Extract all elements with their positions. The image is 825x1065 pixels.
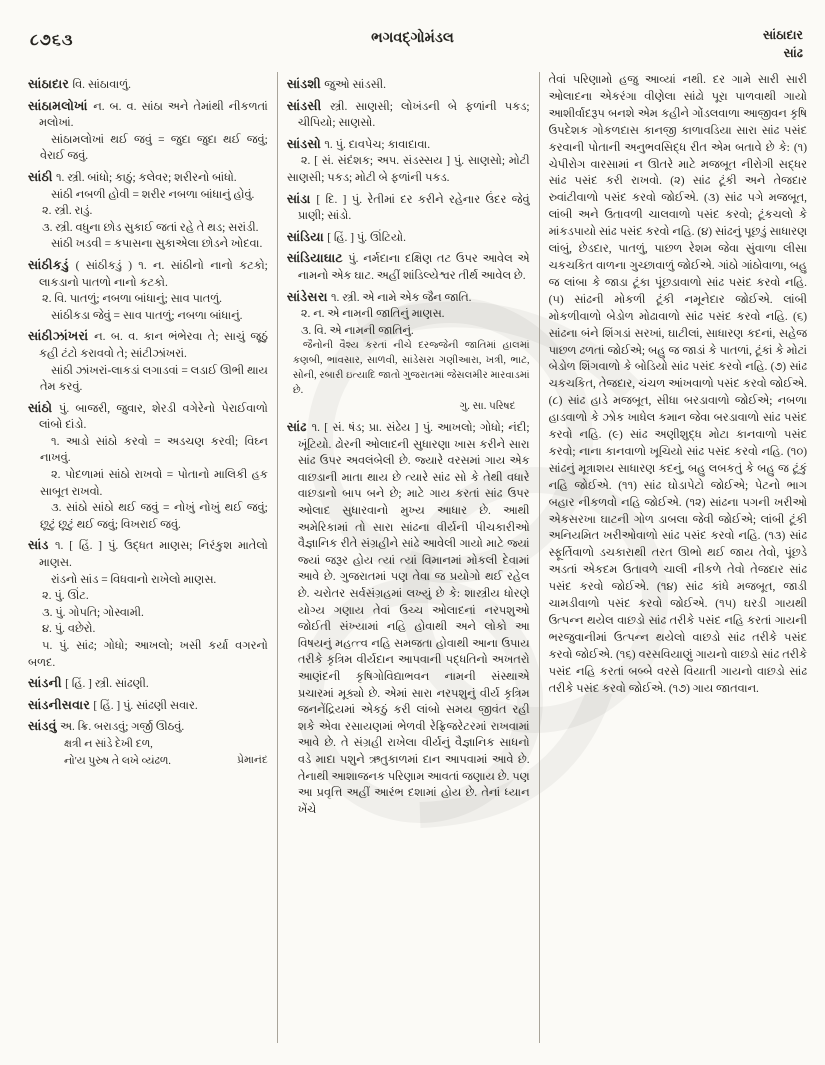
- running-head: [763, 26, 803, 62]
- dict-entry: સાંડશી જુઓ સાંડસી.: [286, 77, 386, 91]
- dict-paragraph: ૨. વિ. પાતળું; નબળા બાંધાનું; સાવ પાતળું.: [42, 293, 223, 306]
- dict-paragraph: ૩. સાંઠો સાંઠો થઈ જવું = નોખું નોખું થઈ જવું; છૂટું છૂટું થઈ જવું; વિખરાઈ જવું.: [40, 502, 268, 531]
- dict-entry: સાંઠો પું. બાજરી, જુવાર, શેરડી વગેરેનો પેરાઈવાળો લાંબો દાંડો.: [28, 400, 268, 432]
- running-head-last-word: સાંઢ: [783, 46, 803, 61]
- page-header: [0, 26, 825, 72]
- dict-entry: સાંડવું અ. ક્રિ. બરાડવું; ગર્જી ઊઠવું.: [28, 719, 185, 734]
- dict-paragraph: ૧. આડો સાંઠો કરવો = અડચણ કરવી; વિઘ્ન નાખવું.: [40, 435, 268, 465]
- column-divider-right: [539, 72, 540, 1043]
- headword: સાંઠાદાર: [28, 77, 73, 91]
- dict-paragraph: ૨. ન. એ નામની જાતિનું માણસ.: [300, 308, 445, 321]
- dict-paragraph: સાંઠીકડા જેવું = સાવ પાતળું; નબળા બાંધાનું.: [51, 309, 243, 322]
- column-3: [549, 72, 807, 1043]
- dict-paragraph: રાંડનો સાંડ = વિધવાનો રાખેલો માણસ.: [51, 573, 217, 586]
- headword: સાંડ: [28, 538, 55, 553]
- dict-paragraph: સાંઠામલોખાં થઈ જવું = જુદા જુદા થઈ જવું; વેરાઈ જવું.: [40, 133, 268, 163]
- headword: સાંડનીસવાર: [28, 697, 94, 712]
- dict-entry: સાંડસો ૧. પું. દાવપેચ; કાવાદાવા.: [286, 136, 431, 151]
- dict-paragraph: ૨. પોદળામાં સાંઠો રાખવો = પોતાનો માલિકી હક સાબૂત રાખવો.: [40, 469, 268, 498]
- dict-entry: સાંઢ ૧. [ સં. ષંડ; પ્રા. સંઢેય ] પું. આખલો; ગોધો; નંદી; ખૂંટિયો. ઢોરની ઓલાદની સુધારણા ખાસ કરીને સારા સાંઢ ઉપર અવલંબેલી છે. જ્યારે વરસમાં ગાય એક વાછડાની માતા થાય છે ત્યારે સાંઢ સો કે તેથી વધારે વાછડાનો બાપ બને છે; માટે ગાય કરતાં સાંઢ ઉપર ઓલાદ સુધારવાનો મુખ્ય આધાર છે. આથી અમેરિકામાં તો સારા સાંઢના વીર્યની પીચકારીઓ વૈજ્ઞાનિક રીતે સંગ્રહીને સાંઢે આવેલી ગાયો માટે જ્યાં જ્યાં જરૂર હોય ત્યાં ત્યાં વિમાનમાં મોકલી દેવામાં આવે છે. ગુજરાતમાં પણ તેવા જ પ્રયોગો થઈ રહેલ છે. ચરોતર સર્વસંગ્રહમાં લખ્યું છે કે: શાસ્ત્રીય ધોરણે યોગ્ય ગણાય તેવાં ઉચ્ચ ઓલાદનાં નરપશુઓ જોઈતી સંખ્યામાં નહિ હોવાથી અને લોકો આ વિષયનું મહત્ત્વ નહિ સમજતા હોવાથી આના ઉપાય તરીકે કૃત્રિમ વીર્યદાન આપવાની પદ્ધતિનો અખતરો આણંદની કૃષિગોવિદ્યાભવન નામની સંસ્થાએ પ્રચારમાં મૂક્યો છે. એમાં સારા નરપશુનું વીર્ય કૃત્રિમ જનનેંદ્રિયમાં એકઠું કરી લાંબો સમય જીવંત રહી શકે એવા રસાયણમાં ભેળવી રેફ્રિજરેટરમાં રાખવામાં આવે છે. તે સંગ્રહી રાખેલા વીર્યનું વૈજ્ઞાનિક સાધનો વડે માદા પશુને ઋતુકાળમાં દાન આપવામાં આવે છે. તેનાથી આશાજનક પરિણામ આવતાં જણાય છે. પણ આ પ્રવૃત્તિ અહીં આરંભ દશામાં હોય છે. તેનાં ધ્યાન ખેંચે: [286, 420, 530, 816]
- dict-entry: સાંડની [ હિં. ] સ્ત્રી. સાંઢણી.: [28, 676, 149, 691]
- dict-paragraph: સાંઠી ખડવી = કપાસના સુકાએલા છોડને ખોદવા.: [51, 238, 263, 251]
- dict-paragraph: જૈનોની વૈશ્ય કરતાં નીચે દરજ્જેની જાતિમાં હાલમાં કણબી, ભાવસાર, સાળવી, સાંડેસરા ગણીઆરા, ખત્રી, ભાટ, સોની, રબારી ઇત્યાદિ જાતો ગુજરાતમાં જેસલમીર મારવાડમાં છે.: [292, 340, 530, 396]
- headword: સાંડવું: [28, 719, 60, 734]
- dict-paragraph: ૪. પું. વછેરો.: [42, 623, 96, 636]
- headword: સાંડસો: [286, 136, 325, 151]
- headword: સાંઠામલોખાં: [28, 98, 94, 113]
- headword: સાંડસી: [286, 98, 330, 113]
- dict-paragraph: ૨. સ્ત્રી. રાડું.: [42, 205, 93, 218]
- headword: સાંઢ: [286, 420, 312, 435]
- text-columns: [28, 72, 807, 1043]
- dict-entry: સાંડસી સ્ત્રી. સાણસી; લોખંડની બે ફળાંની પકડ; ચીપિયો; સાણસો.: [286, 98, 530, 130]
- headword: સાંઠીકડું: [28, 257, 76, 272]
- dict-entry: સાંડિયા [ હિં. ] પું. ઊંટિયો.: [286, 229, 406, 244]
- dict-paragraph: ૨. [ સં. સંદંશક; અપ. સંડસ્સય ] પું. સાણસો; મોટી સાણસી; પકડ; મોટી બે ફળાંની પકડ.: [286, 155, 530, 184]
- dict-paragraph: ૩. વિ. એ નામની જાતિનું.: [300, 324, 414, 337]
- dict-entry: સાંઠીકડું ( સાંઠીકડું ) ૧. ન. સાંઠીનો નાનો કટકો; લાકડાનો પાતળો નાનો કટકો.: [28, 257, 268, 289]
- dict-paragraph: નો'ય પુરુષ તે લખે વ્યંઢળ. પ્રેમાનંદ: [28, 753, 268, 770]
- headword: સાંડા: [286, 191, 317, 206]
- dict-entry: સાંઠાદાર વિ. સાંઠાવાળું.: [28, 77, 131, 91]
- headword: સાંઠી: [28, 169, 56, 184]
- dict-entry: સાંઠામલોખાં ન. બ. વ. સાંઠા અને તેમાંથી નીકળતાં મલોખાં.: [28, 98, 268, 130]
- headword: સાંડશી: [286, 77, 325, 91]
- headword: સાંડિયા: [286, 229, 328, 244]
- dict-paragraph: સાંઠી નબળી હોવી = શરીર નબળા બાંધાનું હોવું.: [51, 188, 255, 201]
- dict-entry: સાંડેસરા ૧. સ્ત્રી. એ નામે એક જૈન જાતિ.: [286, 289, 472, 304]
- running-head-first-word: સાંઠાદાર: [762, 28, 803, 42]
- headword: સાંઠો: [28, 400, 59, 415]
- dict-entry: સાંડા [ દિ. ] પું. રેતીમાં દર કરીને રહેનાર ઉંદર જેવું પ્રાણી; સાંડો.: [286, 191, 530, 223]
- headword: સાંડેસરા: [286, 289, 331, 304]
- dict-paragraph: ૨. પું. ઊંટ.: [42, 590, 89, 603]
- column-divider-left: [277, 72, 278, 1043]
- dict-entry: સાંઠીઝાંખરાં ન. બ. વ. કાન ભંભેરવા તે; સાચું જૂઠું કહી ટંટો કરાવવો તે; સાંટીઝાંખરાં.: [28, 329, 268, 360]
- column-1: [28, 72, 268, 1043]
- headword: સાંઠીઝાંખરાં: [28, 329, 95, 344]
- dict-paragraph: ૩. સ્ત્રી. વધુના છોડ સુકાઈ જતાં રહે તે થડ; સરાંડી.: [42, 221, 259, 234]
- dict-paragraph: ૩. પું. ગોપતિ; ગોસ્વામી.: [42, 606, 144, 619]
- headword: સાંડની: [28, 676, 66, 691]
- dict-paragraph: ગુ. સા. પરિષદ: [459, 400, 516, 412]
- dict-entry: સાંડનીસવાર [ હિં. ] પું. સાંઢણી સવાર.: [28, 697, 198, 712]
- dict-entry: સાંડ ૧. [ હિં. ] પું. ઉદ્ધત માણસ; નિરંકુશ માતેલો માણસ.: [28, 538, 268, 570]
- verse-attribution: પ્રેમાનંદ: [237, 754, 268, 766]
- dict-paragraph: તેવાં પરિણામો હજુ આવ્યાં નથી. દર ગામે સારી સારી ઓલાદના એકરંગા વીણેલા સાંઢો પૂરા પાળવાથી ગાયો આશીર્વાદરૂપ બનશે એમ કહીને ગોંડલવાળા આજીવન કૃષિ ઉપદેશક ગોકળદાસ કાનજી કાળાવડિયા સારા સાંઢ પસંદ કરવાની પોતાની અનુભવસિદ્ધ રીત એમ બતાવે છે કે: (૧) ચેપીરોગ વારસામાં ન ઊતરે માટે મજબૂત નીરોગી સદ્ધર સાંઢ પસંદ કરી રાખવો. (૨) સાંઢ ટૂંકી અને તેજદાર રુવાંટીવાળો પસંદ કરવો જોઈએ. (૩) સાંઢ પગે મજબૂત, લાંબી અને ઉતાવળી ચાલવાળો પસંદ કરવો; ટૂંકચલો કે માંકડપાયો સાંઢ પસંદ કરવો નહિ. (૪) સાંઢનું પૂછડું સાધારણ લાંબું, છેડદાર, પાતળું, પાછળ રેશમ જેવા સુંવાળા લીસા ચકચકિત વાળના ગુચ્છાવાળું જોઈએ. ગાંઠો ગાંઠોવાળા, બહુ જ લાંબા કે જાડા ટૂંકા પૂંછડાવાળો સાંઢ પસંદ કરવો નહિ. (૫) સાંઢની મોકળી ટૂંકી નમૂનેદાર જોઈએ. લાંબી મોકળીવાળો બેડોળ મોઢાવાળો સાંઢ પસંદ કરવો નહિ. (૬) સાંઢના બંને શિંગડાં સરખાં, ઘાટીલાં, સાધારણ કદનાં, સહેજ પાછળ ઢળતાં જોઈએ; બહુ જ જાડાં કે પાતળાં, ટૂંકાં કે મોટાં બેડોળ શિંગવાળો કે બોડિયો સાંઢ પસંદ કરવો નહિ. (૭) સાંઢ ચકચકિત, તેજદાર, ચંચળ આંખવાળો પસંદ કરવો જોઈએ. (૮) સાંઢ હાડે મજબૂત, સીધા બરડાવાળો જોઈએ; નબળા હાડવાળો કે ઝોક ખાધેલ કમાન જેવા બરડાવાળો સાંઢ પસંદ કરવો નહિ. (૯) સાંઢ અણીશુદ્ધ મોટા કાનવાળો પસંદ કરવો; નાના કાનવાળો ખૂચિયો સાંઢ પસંદ કરવો નહિ. (૧૦) સાંઢનું મૂત્રાશય સાધારણ કદનું, બહુ લબકતું કે બહુ જ ટૂંકું નહિ જોઈએ. (૧૧) સાંઢ ઘોડાપેટો જોઈએ; પેટનો ભાગ બહાર નીકળવો નહિ જોઈએ. (૧૨) સાંઢના પગની ખરીઓ એકસરખા ઘાટની ગોળ ડાબલા જેવી જોઈએ; લાંબી ટૂંકી અનિયમિત ખરીઓવાળો સાંઢ પસંદ કરવો નહિ. (૧૩) સાંઢ સ્ફૂર્તિવાળો ડચકારાથી તરત ઊભો થઈ જાય તેવો, પૂંછડે અડતાં એકદમ ઉતાવળે ચાલી નીકળે તેવો તેજદાર સાંઢ પસંદ કરવો જોઈએ. (૧૪) સાંઢ કાંધે મજબૂત, જાડી ચામડીવાળો પસંદ કરવો જોઈએ. (૧૫) ઘરડી ગાયથી ઉત્પન્ન થયેલ વાછડો સાંઢ તરીકે પસંદ નહિ કરતાં ગાયની ભરજુવાનીમાં ઉત્પન્ન થયેલો વાછડો સાંઢ તરીકે પસંદ કરવો જોઈએ. (૧૬) વરસવિયાણું ગાયનો વાછડો સાંઢ તરીકે પસંદ નહિ કરતાં બબ્બે વરસે વિયાતી ગાયનો વાછડો સાંઢ તરીકે પસંદ કરવો જોઈએ. (૧૭) ગાય જાતવાન.: [548, 74, 807, 695]
- headword: સાંડિયાઘાટ: [286, 251, 349, 266]
- page-title: ભગવદ્ગોમંડલ: [371, 30, 454, 46]
- dict-paragraph: ક્ષત્રી ન સાંડે દેખી દળ,: [64, 737, 153, 750]
- dict-paragraph: સાંઠી ઝાંખરાં-લાકડાં લગાડવાં = લડાઈ ઊભી થાય તેમ કરવું.: [40, 364, 268, 394]
- dict-entry: સાંડિયાઘાટ પું. નર્મદાના દક્ષિણ તટ ઉપર આવેલ એ નામનો એક ઘાટ. અહીં શાંડિલ્યેશ્વર તીર્થ આવેલ છે.: [286, 251, 530, 282]
- column-2: [287, 72, 530, 1043]
- dict-paragraph: ૫. પું. સાંઢ; ગોધો; આખલો; ખસી કર્યા વગરનો બળદ.: [28, 640, 268, 669]
- dict-entry: સાંઠી ૧. સ્ત્રી. બાંધો; કાઠું; કલેવર; શરીરનો બાંધો.: [28, 169, 237, 184]
- page-number: ૮૭૬૩: [30, 32, 74, 49]
